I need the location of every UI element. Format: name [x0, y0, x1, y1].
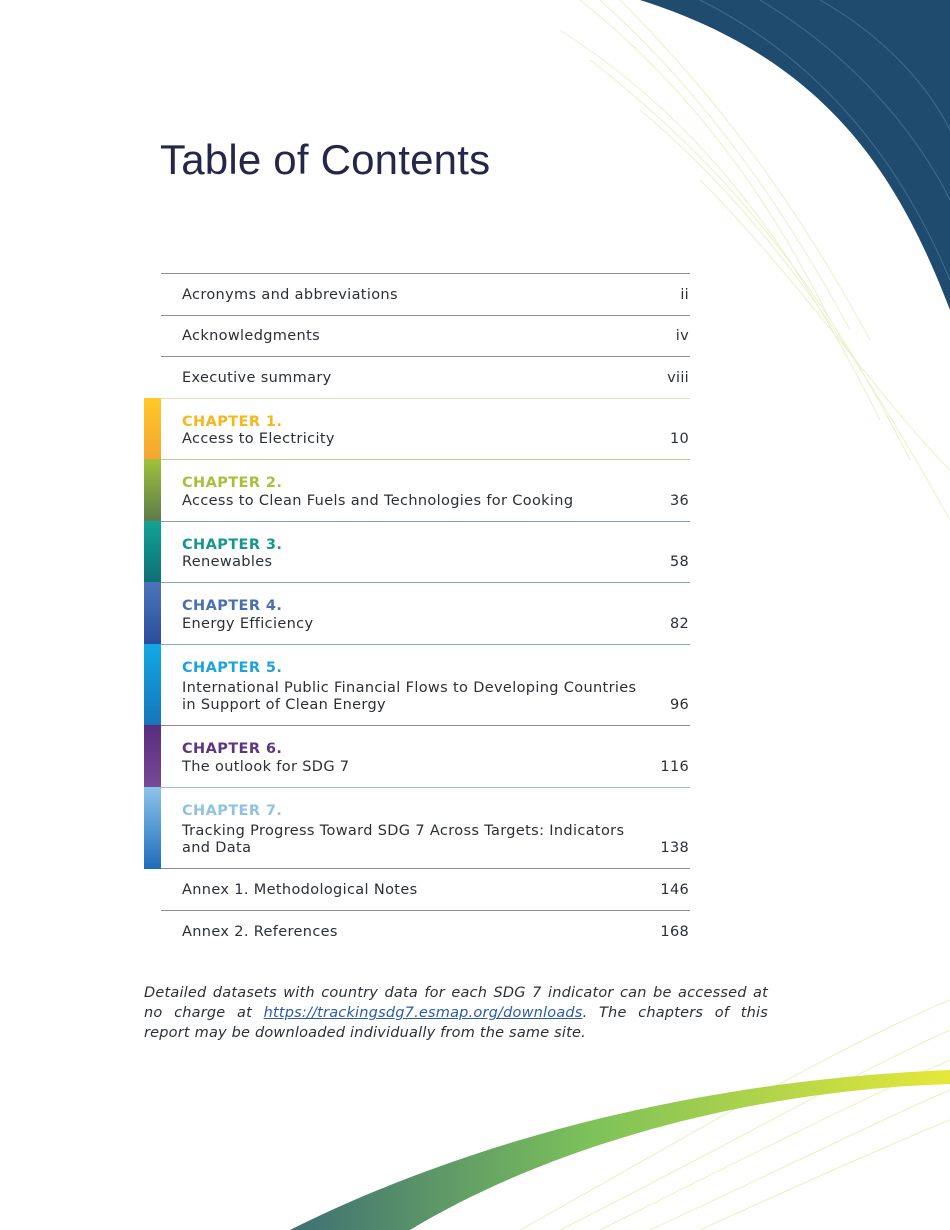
entry-label: Annex 2. References	[182, 924, 338, 940]
chapter-number: CHAPTER 7.	[182, 802, 283, 819]
toc-chapter-5[interactable]	[161, 645, 690, 727]
chapter-page: 10	[669, 431, 689, 447]
toc-chapter-6[interactable]	[161, 726, 690, 788]
chapter-page: 36	[669, 492, 689, 509]
entry-page: 146	[660, 881, 689, 898]
chapter-color-bar	[144, 521, 161, 584]
entry-label: Annex 1. Methodological Notes	[182, 881, 418, 898]
chapter-color-bar	[144, 725, 161, 788]
downloads-link[interactable]: https://trackingsdg7.esmap.org/downloads	[263, 1005, 583, 1022]
chapter-number: CHAPTER 6.	[182, 741, 283, 757]
entry-page: iv	[675, 328, 689, 344]
chapter-title-line-2: in Support of Clean Energy	[182, 697, 386, 713]
chapter-title-line-1: International Public Financial Flows to Developing Countries	[182, 679, 637, 696]
chapter-color-bar	[144, 459, 161, 522]
toc-chapter-3[interactable]	[161, 522, 690, 584]
bottom-wave	[290, 1070, 950, 1230]
top-wave	[640, 0, 950, 310]
entry-label: Acronyms and abbreviations	[182, 286, 398, 303]
toc-entry-acronyms[interactable]	[161, 274, 690, 316]
table-of-contents	[161, 273, 690, 952]
entry-label: Executive summary	[182, 369, 332, 386]
chapter-color-bar	[144, 398, 161, 461]
entry-label: Acknowledgments	[182, 328, 321, 344]
chapter-number: CHAPTER 3.	[182, 536, 283, 553]
chapter-title-line-2: and Data	[182, 840, 252, 856]
datasets-note	[144, 983, 768, 1044]
entry-page: viii	[667, 369, 689, 386]
entry-page: 168	[660, 924, 689, 940]
chapter-title: The outlook for SDG 7	[182, 758, 350, 775]
chapter-page: 96	[669, 697, 689, 713]
chapter-title: Energy Efficiency	[182, 615, 314, 632]
toc-chapter-1[interactable]	[161, 399, 690, 461]
chapter-title-line-1: Tracking Progress Toward SDG 7 Across Targets: Indicators	[182, 822, 625, 839]
note-text-before: Detailed datasets with country data for each SDG 7 indicator can be accessed at no charge at	[144, 985, 768, 1022]
chapter-number: CHAPTER 1.	[182, 413, 283, 430]
chapter-page: 116	[660, 758, 689, 775]
chapter-number: CHAPTER 2.	[182, 475, 283, 491]
chapter-page: 138	[660, 840, 689, 856]
toc-entry-annex-2[interactable]	[161, 911, 690, 953]
chapter-title: Access to Electricity	[182, 431, 335, 447]
toc-chapter-7[interactable]	[161, 788, 690, 870]
chapter-number: CHAPTER 5.	[182, 659, 283, 676]
page-title: Table of Contents	[160, 136, 491, 183]
toc-entry-executive-summary[interactable]	[161, 357, 690, 399]
note-text-after: . The chapters of this report may be downloaded individually from the same site.	[144, 1005, 768, 1042]
toc-entry-acknowledgments[interactable]	[161, 316, 690, 358]
toc-entry-annex-1[interactable]	[161, 869, 690, 911]
chapter-title: Renewables	[182, 554, 273, 570]
chapter-color-bar	[144, 787, 161, 870]
entry-page: ii	[680, 286, 689, 303]
chapter-page: 82	[669, 615, 689, 632]
chapter-title: Access to Clean Fuels and Technologies for Cooking	[182, 492, 574, 509]
chapter-color-bar	[144, 644, 161, 727]
toc-chapter-2[interactable]	[161, 460, 690, 522]
chapter-number: CHAPTER 4.	[182, 598, 283, 614]
toc-chapter-4[interactable]	[161, 583, 690, 645]
chapter-page: 58	[669, 554, 689, 570]
chapter-color-bar	[144, 582, 161, 645]
